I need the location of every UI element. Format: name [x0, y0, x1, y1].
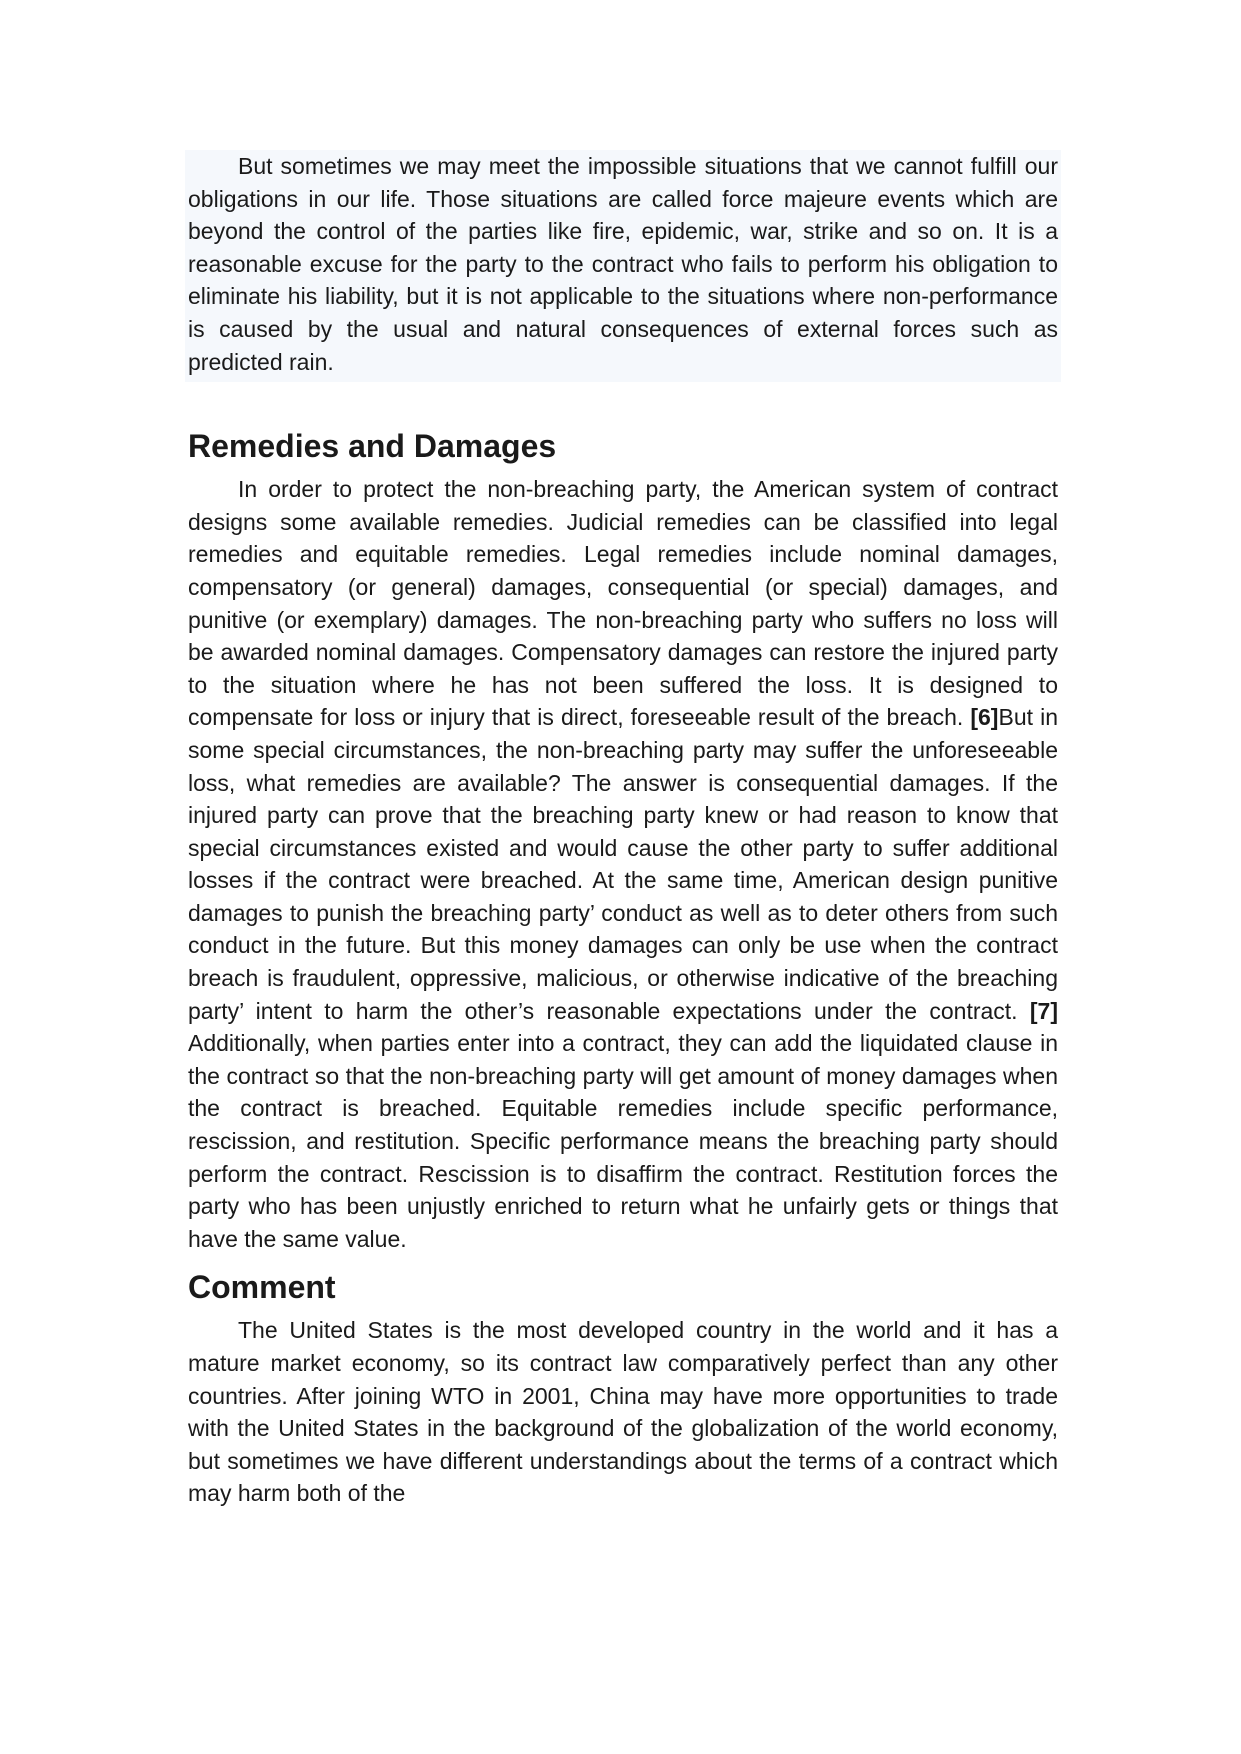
page-content [188, 150, 1058, 1510]
remedies-text-part1: In order to protect the non-breaching party, the American system of contract designs some available remedies. Judicial remedies can be classified into legal remedies and equitable remedies. Legal remedies include nominal damages, compensatory (or general) damages, consequential (or special) damages, and punitive (or exemplary) damages. The non-breaching party who suffers no loss will be awarded nominal damages. Compensatory damages can restore the injured party to the situation where he has not been suffered the loss. It is designed to compensate for loss or injury that is direct, foreseeable result of the breach. [188, 476, 1058, 731]
remedies-paragraph [188, 473, 1058, 1255]
citation-7: [7] [1029, 997, 1058, 1024]
remedies-heading: Remedies and Damages [188, 428, 557, 465]
comment-paragraph: The United States is the most developed country in the world and it has a mature market economy, so its contract law comparatively perfect than any other countries. After joining WTO in 2001, China may have more opportunities to trade with the United States in the background of the globalization of the world economy, but sometimes we have different understandings about the terms of a contract which may harm both of the [188, 1317, 1058, 1507]
remedies-text-part2: But in some special circumstances, the non-breaching party may suffer the unforeseeable loss, what remedies are available? The answer is consequential damages. If the injured party can prove that the breaching party knew or had reason to know that special circumstances existed and would cause the other party to suffer additional losses if the contract were breached. At the same time, American design punitive damages to punish the breaching party’ conduct as well as to deter others from such conduct in the future. But this money damages can only be use when the contract breach is fraudulent, oppressive, malicious, or otherwise indicative of the breaching party’ intent to harm the other’s reasonable expectations under the contract. [188, 704, 1058, 1024]
comment-heading: Comment [188, 1269, 336, 1306]
remedies-text-part3: Additionally, when parties enter into a contract, they can add the liquidated clause in the contract so that the non-breaching party will get amount of money damages when the contract is breached. Equitable remedies include specific performance, rescission, and restitution. Specific performance means the breaching party should perform the contract. Rescission is to disaffirm the contract. Restitution forces the party who has been unjustly enriched to return what he unfairly gets or things that have the same value. [188, 1030, 1058, 1252]
force-majeure-paragraph: But sometimes we may meet the impossible situations that we cannot fulfill our obligations in our life. Those situations are called force majeure events which are beyond the control of the parties like fire, epidemic, war, strike and so on. It is a reasonable excuse for the party to the contract who fails to perform his obligation to eliminate his liability, but it is not applicable to the situations where non-performance is caused by the usual and natural consequences of external forces such as predicted rain. [188, 153, 1058, 375]
citation-6: [6] [970, 704, 999, 731]
highlighted-paragraph-block [185, 150, 1061, 382]
